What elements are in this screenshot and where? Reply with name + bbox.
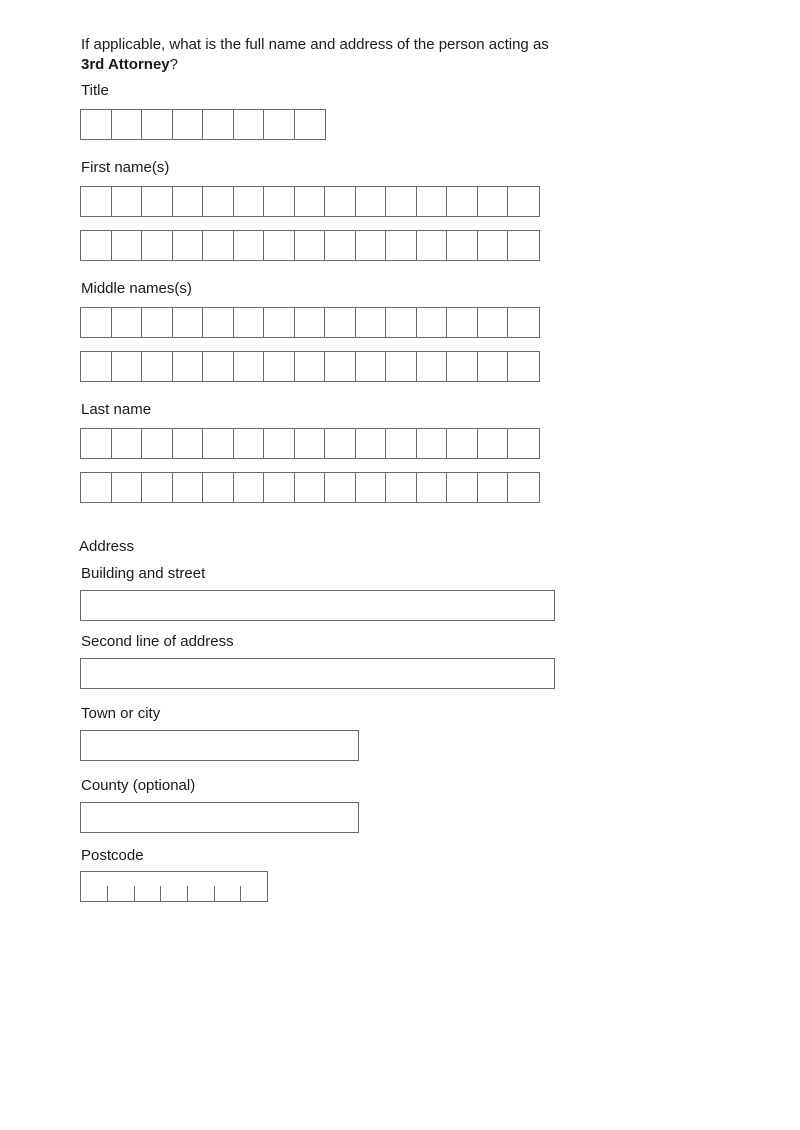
character-box[interactable] [81,429,112,458]
character-box[interactable] [173,231,204,260]
character-box[interactable] [325,473,356,502]
middle-names-boxes-row-2[interactable] [80,351,540,382]
character-box[interactable] [325,187,356,216]
character-box[interactable] [325,231,356,260]
character-box[interactable] [508,231,539,260]
postcode-divider [134,886,135,901]
second-line-field[interactable] [80,658,555,689]
character-box[interactable] [325,429,356,458]
building-street-field[interactable] [80,590,555,621]
character-box[interactable] [386,231,417,260]
character-box[interactable] [386,429,417,458]
character-box[interactable] [81,110,112,139]
character-box[interactable] [112,231,143,260]
character-box[interactable] [508,429,539,458]
character-box[interactable] [142,231,173,260]
character-box[interactable] [508,187,539,216]
character-box[interactable] [478,231,509,260]
last-name-label: Last name [81,401,152,418]
postcode-field[interactable] [80,871,268,902]
postcode-divider [240,886,241,901]
character-box[interactable] [203,473,234,502]
character-box[interactable] [356,231,387,260]
postcode-divider [214,886,215,901]
question-emphasis-line [81,56,178,74]
character-box[interactable] [234,187,265,216]
address-heading: Address [79,538,135,555]
character-box[interactable] [142,110,173,139]
character-box[interactable] [295,429,326,458]
character-box[interactable] [417,308,448,337]
character-box[interactable] [173,352,204,381]
first-names-boxes-row-1[interactable] [80,186,540,217]
title-label: Title [81,82,109,99]
character-box[interactable] [508,308,539,337]
building-street-label: Building and street [81,565,206,582]
character-box[interactable] [203,231,234,260]
character-box[interactable] [264,231,295,260]
character-box[interactable] [234,110,265,139]
character-box[interactable] [447,429,478,458]
character-box[interactable] [112,308,143,337]
character-box[interactable] [173,429,204,458]
character-box[interactable] [478,187,509,216]
character-box[interactable] [112,187,143,216]
character-box[interactable] [325,352,356,381]
character-box[interactable] [295,308,326,337]
character-box[interactable] [386,308,417,337]
character-box[interactable] [264,429,295,458]
character-box[interactable] [264,308,295,337]
character-box[interactable] [447,352,478,381]
character-box[interactable] [142,473,173,502]
character-box[interactable] [447,187,478,216]
character-box[interactable] [264,352,295,381]
character-box[interactable] [478,429,509,458]
character-box[interactable] [417,473,448,502]
character-box[interactable] [447,231,478,260]
last-name-boxes-row-1[interactable] [80,428,540,459]
character-box[interactable] [356,473,387,502]
character-box[interactable] [264,473,295,502]
attorney-ordinal: 3rd Attorney [81,56,170,73]
first-names-label: First name(s) [81,159,170,176]
character-box[interactable] [508,352,539,381]
town-field[interactable] [80,730,359,761]
character-box[interactable] [356,308,387,337]
character-box[interactable] [356,352,387,381]
character-box[interactable] [478,308,509,337]
character-box[interactable] [142,352,173,381]
character-box[interactable] [173,473,204,502]
character-box[interactable] [203,187,234,216]
character-box[interactable] [325,308,356,337]
title-boxes[interactable] [80,109,326,140]
postcode-divider [160,886,161,901]
town-label: Town or city [81,705,161,722]
character-box[interactable] [203,352,234,381]
character-box[interactable] [234,308,265,337]
character-box[interactable] [295,187,326,216]
character-box[interactable] [264,187,295,216]
character-box[interactable] [112,473,143,502]
character-box[interactable] [173,308,204,337]
character-box[interactable] [417,352,448,381]
character-box[interactable] [295,473,326,502]
character-box[interactable] [386,352,417,381]
character-box[interactable] [417,231,448,260]
character-box[interactable] [81,308,112,337]
character-box[interactable] [386,473,417,502]
character-box[interactable] [417,429,448,458]
character-box[interactable] [234,429,265,458]
character-box[interactable] [81,231,112,260]
character-box[interactable] [295,231,326,260]
character-box[interactable] [81,187,112,216]
character-box[interactable] [142,308,173,337]
middle-names-boxes-row-1[interactable] [80,307,540,338]
character-box[interactable] [81,352,112,381]
character-box[interactable] [234,473,265,502]
character-box[interactable] [112,352,143,381]
last-name-boxes-row-2[interactable] [80,472,540,503]
character-box[interactable] [478,352,509,381]
character-box[interactable] [295,352,326,381]
question-mark: ? [169,56,178,73]
character-box[interactable] [203,429,234,458]
character-box[interactable] [234,352,265,381]
character-box[interactable] [81,473,112,502]
character-box[interactable] [295,110,326,139]
character-box[interactable] [142,429,173,458]
character-box[interactable] [417,187,448,216]
character-box[interactable] [112,429,143,458]
question-text: If applicable, what is the full name and address of the person acting as [81,36,549,53]
character-box[interactable] [112,110,143,139]
postcode-divider [187,886,188,901]
character-box[interactable] [264,110,295,139]
character-box[interactable] [203,110,234,139]
county-label: County (optional) [81,777,196,794]
character-box[interactable] [447,308,478,337]
first-names-boxes-row-2[interactable] [80,230,540,261]
character-box[interactable] [142,187,173,216]
character-box[interactable] [386,187,417,216]
middle-names-label: Middle names(s) [81,280,192,297]
postcode-label: Postcode [81,847,144,864]
character-box[interactable] [508,473,539,502]
character-box[interactable] [478,473,509,502]
second-line-label: Second line of address [81,633,234,650]
character-box[interactable] [356,187,387,216]
character-box[interactable] [173,110,204,139]
character-box[interactable] [234,231,265,260]
postcode-divider [107,886,108,901]
character-box[interactable] [203,308,234,337]
county-field[interactable] [80,802,359,833]
character-box[interactable] [447,473,478,502]
character-box[interactable] [173,187,204,216]
character-box[interactable] [356,429,387,458]
